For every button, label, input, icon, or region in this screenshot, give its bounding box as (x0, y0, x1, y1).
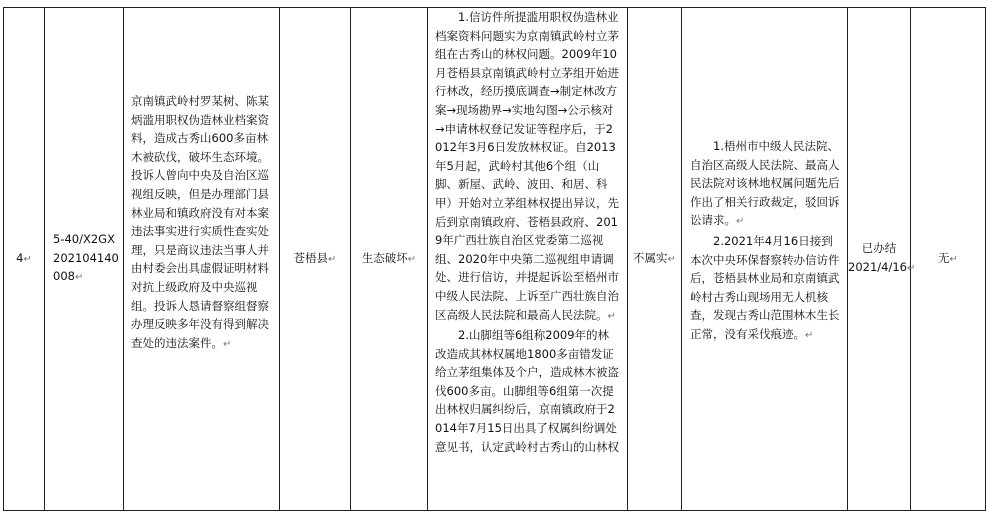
complaint-table (3, 7, 986, 511)
paragraph-mark-icon: ↵ (223, 338, 232, 350)
case-code: 5-40/X2GX202104140008 (53, 232, 119, 284)
completion-date: 2021/4/16 (848, 260, 907, 274)
paragraph-mark-icon: ↵ (906, 263, 916, 274)
paragraph-mark-icon: ↵ (328, 253, 337, 265)
case-code-cell (45, 8, 124, 511)
region-cell (280, 8, 351, 511)
handling-cell (682, 8, 848, 511)
check-finding-1: 1.信访件所提滥用职权伪造林业档案资料问题实为京南镇武岭村立茅组在古秀山的林权问题。2009年10月苍梧县京南镇武岭村立茅组开始进行林改，经历摸底调查→制定林改方案→现场勘界→实地勾图→公示核对→申请林权登记发证等程序后，于2012年3月6日发放林权证。自2013年5月起，武岭村其他6个组（山脚、新屋、武岭、波田、和居、科甲）开始对立茅组林权提出异议，先后到京南镇政府、苍梧县政府、2019年广西壮族自治区党委第二巡视组、2020年中央第二巡视组申请调处、进行信访，并提起诉讼至梧州市中级人民法院、上诉至广西壮族自治区高级人民法院和最高人民法院。↵ (435, 10, 619, 322)
paragraph-mark-icon: ↵ (949, 253, 958, 265)
paragraph-mark-icon: ↵ (667, 253, 676, 265)
region: 苍梧县 (293, 250, 329, 265)
paragraph-mark-icon: ↵ (23, 253, 32, 265)
accountability: 无 (938, 250, 950, 265)
category: 生态破坏 (361, 250, 408, 265)
table-row (4, 8, 986, 511)
row-index: 4 (16, 250, 24, 265)
status-cell (848, 8, 916, 511)
is-true: 不属实 (633, 250, 668, 265)
category-cell (351, 8, 428, 511)
paragraph-mark-icon: ↵ (407, 253, 417, 265)
handling-1: 1.梧州市中级人民法院、自治区高级人民法院、最高人民法院对该林地权属问题先后作出了相关行政裁定，驳回诉讼请求。↵ (690, 139, 840, 228)
paragraph-mark-icon: ↵ (607, 310, 616, 322)
paragraph-mark-icon: ↵ (736, 216, 745, 228)
check-findings-cell (428, 8, 628, 511)
handling-2: 2.2021年4月16日接到本次中央环保督察转办信访件后，苍梧县林业局和京南镇武岭村古秀山现场用无人机核查，发现古秀山范围林木生长正常，没有采伐痕迹。↵ (690, 233, 840, 341)
row-index-cell (4, 8, 45, 511)
complaint-text: 京南镇武岭村罗某树、陈某炳滥用职权伪造林业档案资料，造成古秀山600多亩林木被砍伐，破坏生态环境。投诉人曾向中央及自治区巡视组反映，但是办理部门县林业局和镇政府没有对本案违法事实进行实质性查实处理，只是商议违法当事人并由村委会出具虚假证明材料对抗上级政府及中央巡视组。投诉人恳请督察组督察办理反映多年没有得到解决查处的违法案件。 (131, 94, 269, 350)
accountability-cell (911, 8, 986, 511)
paragraph-mark-icon: ↵ (805, 329, 814, 341)
check-finding-2: 2.山脚组等6组称2009年的林改造成其林权属地1800多亩错发证给立茅组集体及个户，造成林木被盗伐600多亩。山脚组等6组第一次提出林权归属纠纷后，京南镇政府于2014年7月15日出具了权属纠纷调处意见书，认定武岭村古秀山的山林权 (435, 328, 619, 454)
paragraph-mark-icon: ↵ (74, 272, 84, 284)
complaint-cell (124, 8, 280, 511)
truth-cell (628, 8, 682, 511)
status: 已办结 (861, 241, 897, 256)
